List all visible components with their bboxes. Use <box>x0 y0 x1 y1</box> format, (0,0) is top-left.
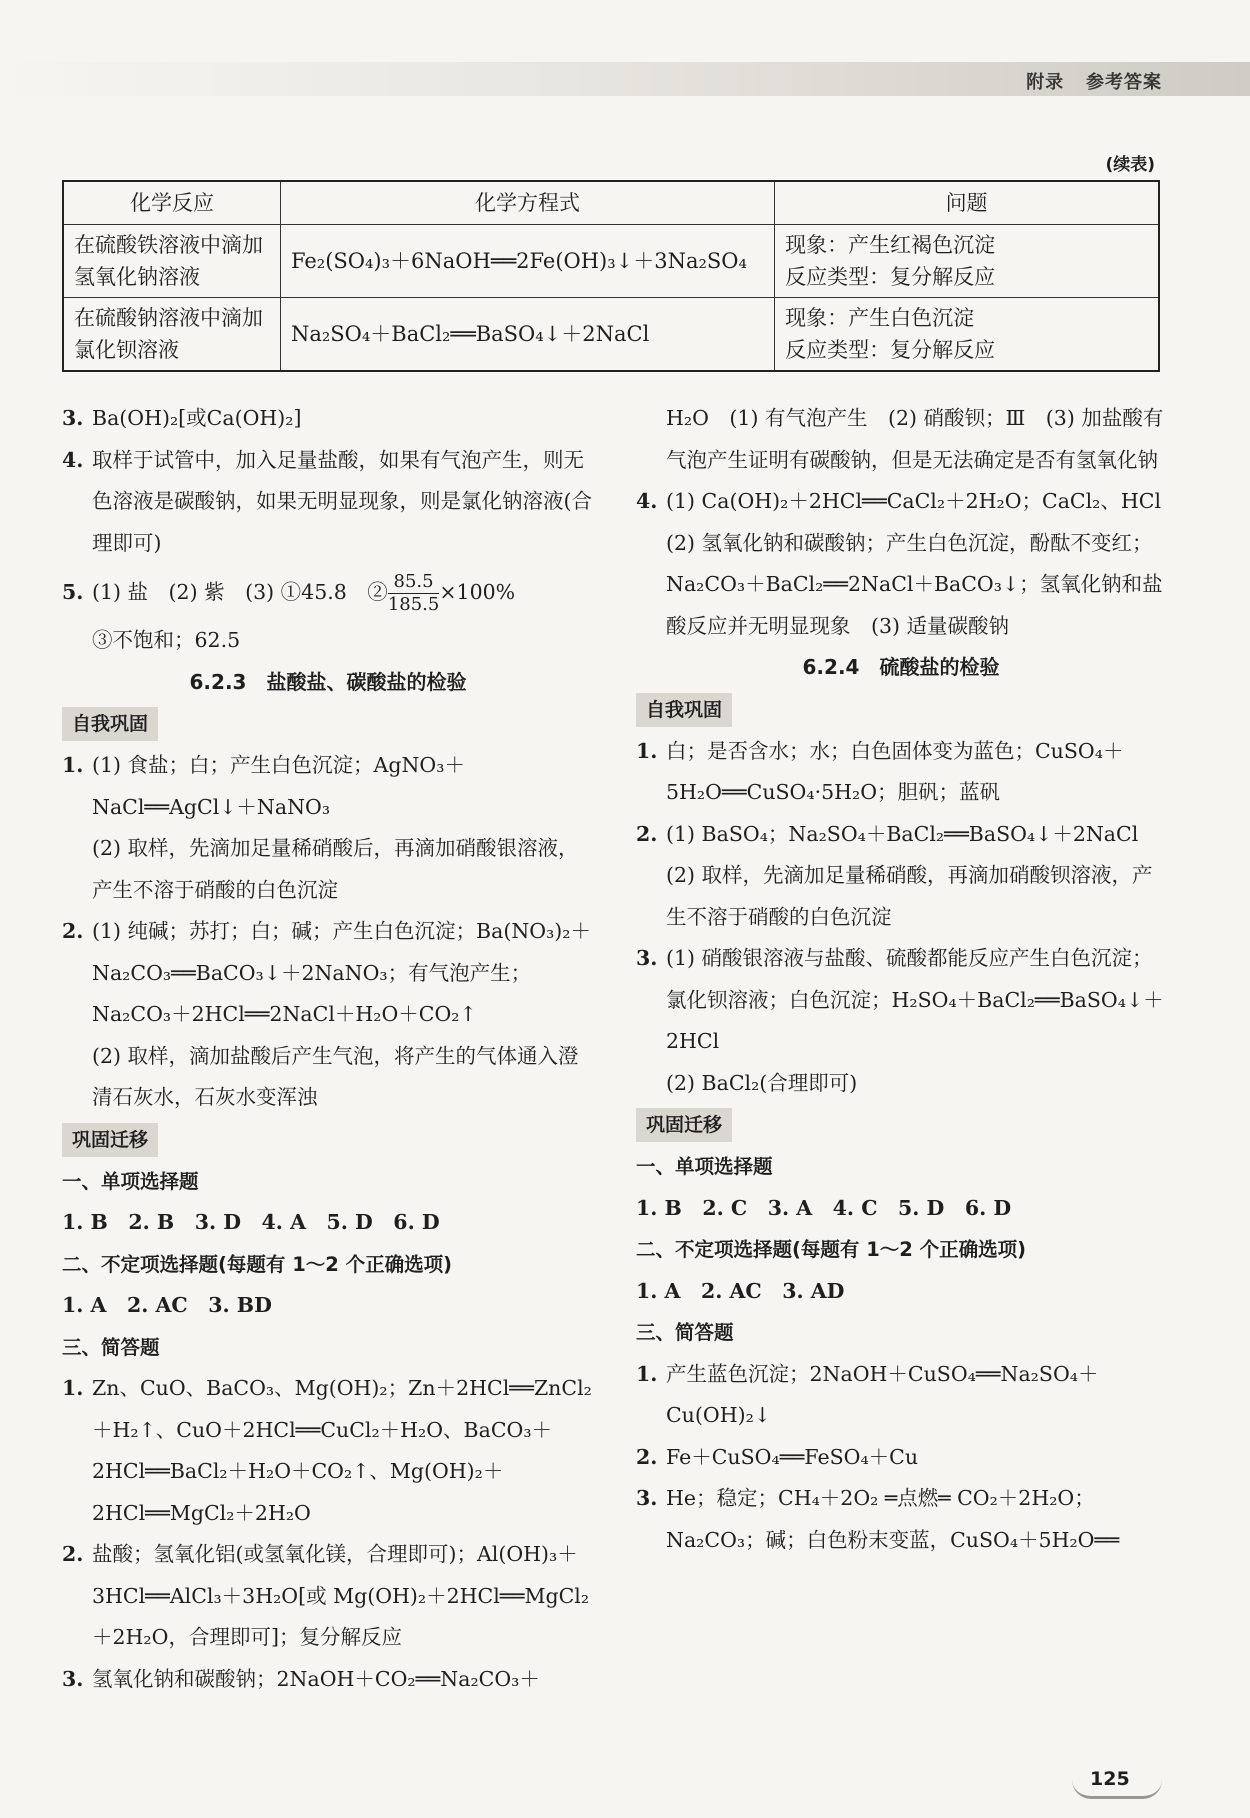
answer-text: (2) 取样，滴加盐酸后产生气泡，将产生的气体通入澄清石灰水，石灰水变浑浊 <box>92 1043 579 1109</box>
fraction-numerator: 85.5 <box>388 571 440 594</box>
item-number: 1. <box>62 1376 84 1400</box>
answer-text: (1) 纯碱；苏打；白；碱；产生白色沉淀；Ba(NO₃)₂＋Na₂CO₃══BaCO₃↓＋2NaNO₃；有气泡产生；Na₂CO₃＋2HCl══2NaCl＋H₂O＋CO₂↑ <box>92 919 592 1026</box>
section-badge: 巩固迁移 <box>62 1123 158 1157</box>
reaction-table <box>62 180 1160 372</box>
answer-text: (1) BaSO₄；Na₂SO₄＋BaCl₂══BaSO₄↓＋2NaCl <box>666 821 1139 846</box>
choice-answers: 1. A 2. AC 3. AD <box>636 1278 845 1303</box>
question-type-heading: 三、简答题 <box>636 1321 734 1344</box>
section-badge: 巩固迁移 <box>636 1108 732 1142</box>
answer-item <box>62 911 594 1036</box>
answer-item <box>636 1478 1166 1561</box>
item-number: 1. <box>636 1361 658 1386</box>
item-number: 2. <box>636 821 658 846</box>
answer-item <box>62 1659 594 1701</box>
answer-text: H₂O (1) 有气泡产生 (2) 硝酸钡；Ⅲ (3) 加盐酸有气泡产生证明有碳酸钠，但是无法确定是否有氢氧化钠 <box>666 406 1164 472</box>
table-header: 化学方程式 <box>280 181 774 225</box>
answer-text: (1) 硝酸银溶液与盐酸、硫酸都能反应产生白色沉淀；氯化钡溶液；白色沉淀；H₂SO₄＋BaCl₂══BaSO₄↓＋2HCl <box>666 946 1164 1053</box>
item-number: 3. <box>62 1666 84 1691</box>
running-header <box>1026 68 1162 94</box>
page-number-ornament <box>1072 1780 1162 1799</box>
table-cell-reaction: 在硫酸铁溶液中滴加氢氧化钠溶液 <box>63 225 280 298</box>
answer-text: 产生蓝色沉淀；2NaOH＋CuSO₄══Na₂SO₄＋Cu(OH)₂↓ <box>666 1361 1099 1427</box>
table-cell-equation: Fe₂(SO₄)₃＋6NaOH══2Fe(OH)₃↓＋3Na₂SO₄ <box>280 225 774 298</box>
question-type-heading: 二、不定项选择题(每题有 1～2 个正确选项) <box>62 1252 453 1276</box>
answer-item <box>636 1437 1166 1479</box>
item-number: 4. <box>62 447 84 472</box>
phenomenon: 现象：产生白色沉淀 <box>785 306 975 330</box>
answer-text: (2) 取样，先滴加足量稀硝酸，再滴加硝酸钡溶液，产生不溶于硝酸的白色沉淀 <box>666 863 1153 929</box>
item-number: 3. <box>636 946 658 970</box>
answer-text: He；稳定；CH₄＋2O₂ ═点燃═ CO₂＋2H₂O；Na₂CO₃；碱；白色粉末变蓝，CuSO₄＋5H₂O══ <box>666 1486 1120 1552</box>
choice-answers: 1. B 2. B 3. D 4. A 5. D 6. D <box>62 1210 440 1234</box>
question-type-heading: 一、单项选择题 <box>636 1155 773 1178</box>
answer-text: (1) 食盐；白；产生白色沉淀；AgNO₃＋NaCl══AgCl↓＋NaNO₃ <box>92 753 465 819</box>
table-header: 化学反应 <box>63 181 280 225</box>
answer-text: Ba(OH)₂[或Ca(OH)₂] <box>92 406 302 430</box>
answer-item <box>62 440 594 565</box>
continued-label: (续表) <box>1105 155 1155 175</box>
section-badge: 自我巩固 <box>62 707 158 741</box>
item-number: 3. <box>62 406 84 430</box>
reaction-type: 反应类型：复分解反应 <box>785 338 996 362</box>
answer-text: 盐酸；氢氧化铝(或氢氧化镁，合理即可)；Al(OH)₃＋3HCl══AlCl₃＋3H₂O[或 Mg(OH)₂＋2HCl══MgCl₂＋2H₂O，合理即可]；复分解反应 <box>92 1542 590 1649</box>
question-type-heading: 一、单项选择题 <box>62 1169 199 1193</box>
answer-item <box>62 564 594 620</box>
section-title: 6.2.4 硫酸盐的检验 <box>802 655 1000 679</box>
table-cell-equation: Na₂SO₄＋BaCl₂══BaSO₄↓＋2NaCl <box>280 298 774 372</box>
answer-text: Fe＋CuSO₄══FeSO₄＋Cu <box>666 1444 919 1469</box>
choice-answers: 1. A 2. AC 3. BD <box>62 1293 272 1317</box>
item-number: 3. <box>636 1486 658 1510</box>
answer-text: 白；是否含水；水；白色固体变为蓝色；CuSO₄＋5H₂O══CuSO₄·5H₂O；胆矾；蓝矾 <box>666 738 1124 804</box>
table-row <box>63 225 1159 298</box>
answer-item <box>62 745 594 828</box>
answer-text: Zn、CuO、BaCO₃、Mg(OH)₂；Zn＋2HCl══ZnCl₂＋H₂↑、CuO＋2HCl══CuCl₂＋H₂O、BaCO₃＋2HCl══BaCl₂＋H₂O＋CO₂↑、Mg(OH)₂＋2HCl══MgCl₂＋2H₂O <box>92 1376 592 1525</box>
header-section: 附录 <box>1026 72 1065 93</box>
answer-item <box>636 1354 1166 1437</box>
answer-text: 取样于试管中，加入足量盐酸，如果有气泡产生，则无色溶液是碳酸钠，如果无明显现象，则是氯化钠溶液(合理即可) <box>92 447 592 555</box>
header-title: 参考答案 <box>1086 72 1162 93</box>
section-badge: 自我巩固 <box>636 693 732 727</box>
answer-item <box>636 731 1166 814</box>
answer-text: ③不饱和；62.5 <box>92 628 241 652</box>
answer-item <box>636 938 1166 1063</box>
question-type-heading: 三、简答题 <box>62 1335 160 1359</box>
item-number: 2. <box>636 1444 658 1469</box>
question-type-heading: 二、不定项选择题(每题有 1～2 个正确选项) <box>636 1238 1027 1261</box>
section-title: 6.2.3 盐酸盐、碳酸盐的检验 <box>189 669 467 694</box>
answer-text: (1) Ca(OH)₂＋2HCl══CaCl₂＋2H₂O；CaCl₂、HCl (2) 氢氧化钠和碳酸钠；产生白色沉淀，酚酞不变红；Na₂CO₃＋BaCl₂══2NaCl＋BaCO₃↓；氢氧化钠和盐酸反应并无明显现象 (3) 适量碳酸钠 <box>666 489 1182 638</box>
answer-item <box>636 481 1182 647</box>
item-number: 1. <box>62 753 84 777</box>
phenomenon: 现象：产生红褐色沉淀 <box>785 233 996 257</box>
item-number: 2. <box>62 919 84 943</box>
table-cell-reaction: 在硫酸钠溶液中滴加氯化钡溶液 <box>63 298 280 372</box>
answer-text: (2) 取样，先滴加足量稀硝酸后，再滴加硝酸银溶液，产生不溶于硝酸的白色沉淀 <box>92 836 579 902</box>
answer-text: ×100% <box>439 580 516 604</box>
fraction <box>388 571 440 616</box>
left-column <box>62 398 594 1700</box>
right-column <box>636 398 1182 1561</box>
table-header: 问题 <box>775 181 1159 225</box>
answer-item <box>62 1368 594 1534</box>
answer-text: (1) 盐 (2) 紫 (3) ①45.8 ② <box>92 580 388 604</box>
table-cell-question <box>775 225 1159 298</box>
answer-text: (2) BaCl₂(合理即可) <box>666 1070 858 1095</box>
answer-item <box>62 1534 594 1659</box>
table-cell-question <box>775 298 1159 372</box>
answer-item <box>62 398 594 440</box>
item-number: 4. <box>636 489 658 513</box>
table-row <box>63 298 1159 372</box>
item-number: 5. <box>62 580 84 604</box>
item-number: 2. <box>62 1542 84 1566</box>
table-header-row <box>63 181 1159 225</box>
page-number: 125 <box>1090 1768 1130 1790</box>
answer-item <box>636 814 1166 856</box>
fraction-denominator: 185.5 <box>387 594 440 615</box>
answer-text: 氢氧化钠和碳酸钠；2NaOH＋CO₂══Na₂CO₃＋ <box>92 1666 540 1691</box>
choice-answers: 1. B 2. C 3. A 4. C 5. D 6. D <box>636 1195 1012 1220</box>
reaction-type: 反应类型：复分解反应 <box>785 265 996 289</box>
item-number: 1. <box>636 738 658 763</box>
